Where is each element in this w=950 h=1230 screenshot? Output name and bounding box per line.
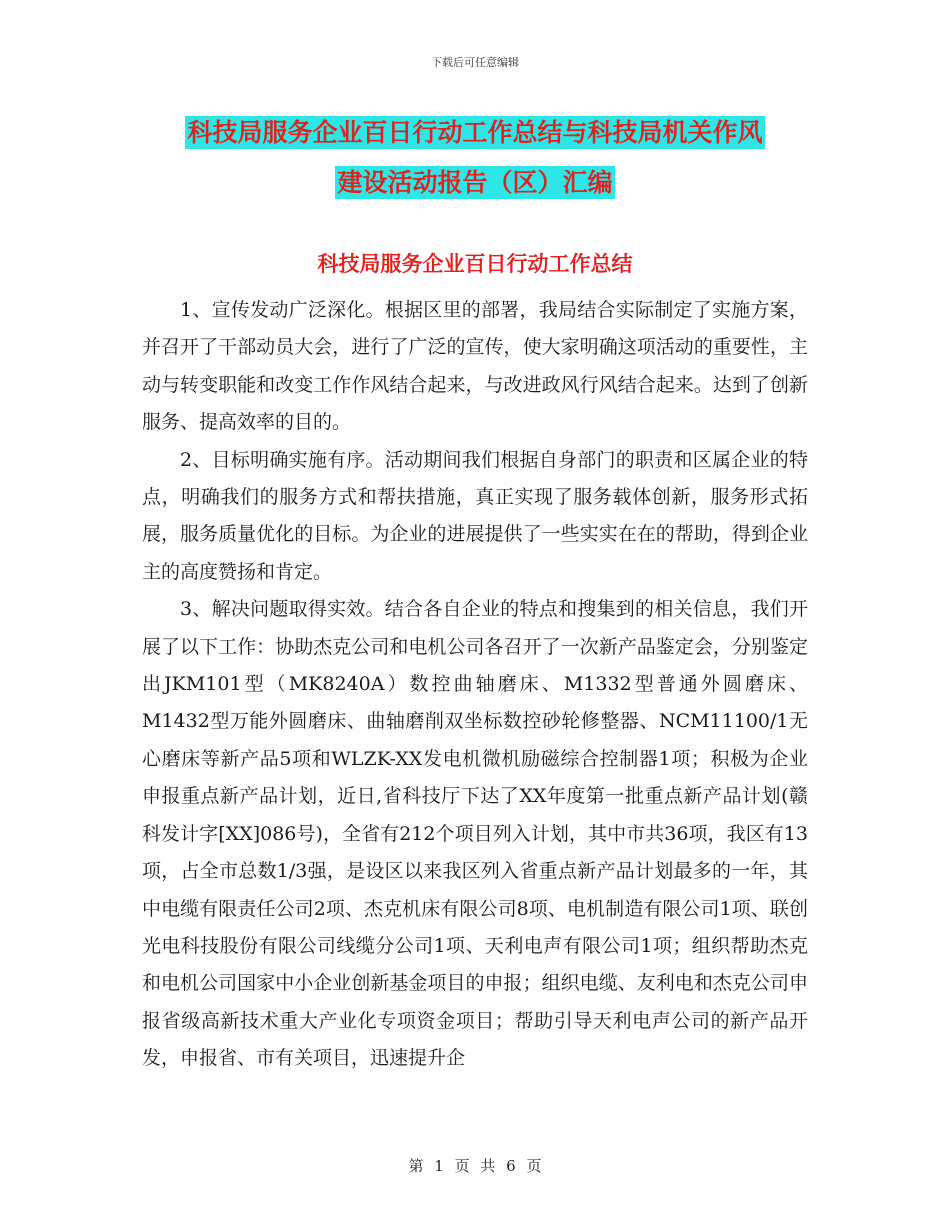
body-text	[142, 292, 808, 1078]
header-note: 下载后可任意编辑	[431, 56, 519, 69]
document-title	[150, 108, 800, 208]
paragraph-2: 2、目标明确实施有序。活动期间我们根据自身部门的职责和区属企业的特点，明确我们的服务方式和帮扶措施，真正实现了服务载体创新，服务形式拓展，服务质量优化的目标。为企业的进展提供了一些实实在在的帮助，得到企业主的高度赞扬和肯定。	[142, 448, 808, 583]
page-footer: 第 1 页 共 6 页	[408, 1157, 542, 1175]
section-title: 科技局服务企业百日行动工作总结	[317, 252, 633, 276]
title-line-1: 科技局服务企业百日行动工作总结与科技局机关作风	[187, 118, 763, 147]
paragraph-3: 3、解决问题取得实效。结合各自企业的特点和搜集到的相关信息，我们开展了以下工作：协助杰克公司和电机公司各召开了一次新产品鉴定会，分别鉴定出JKM101型（MK8240A）数控曲轴磨床、M1332型普通外圆磨床、M1432型万能外圆磨床、曲轴磨削双坐标数控砂轮修整器、NCM11100/1无心磨床等新产品5项和WLZK-XX发电机微机励磁综合控制器1项；积极为企业申报重点新产品计划，近日,省科技厅下达了XX年度第一批重点新产品计划(赣科发计字[XX]086号)，全省有212个项目列入计划，其中市共36项，我区有13项，占全市总数1/3强，是设区以来我区列入省重点新产品计划最多的一年，其中电缆有限责任公司2项、杰克机床有限公司8项、电机制造有限公司1项、联创光电科技股份有限公司线缆分公司1项、天利电声有限公司1项；组织帮助杰克和电机公司国家中小企业创新基金项目的申报；组织电缆、友利电和杰克公司申报省级高新技术重大产业化专项资金项目；帮助引导天利电声公司的新产品开发，申报省、市有关项目，迅速提升企	[142, 598, 808, 1070]
title-line-2: 建设活动报告（区）汇编	[337, 168, 613, 197]
paragraph-1: 1、宣传发动广泛深化。根据区里的部署，我局结合实际制定了实施方案，并召开了干部动员大会，进行了广泛的宣传，使大家明确这项活动的重要性，主动与转变职能和改变工作作风结合起来，与改进政风行风结合起来。达到了创新服务、提高效率的目的。	[142, 299, 808, 434]
